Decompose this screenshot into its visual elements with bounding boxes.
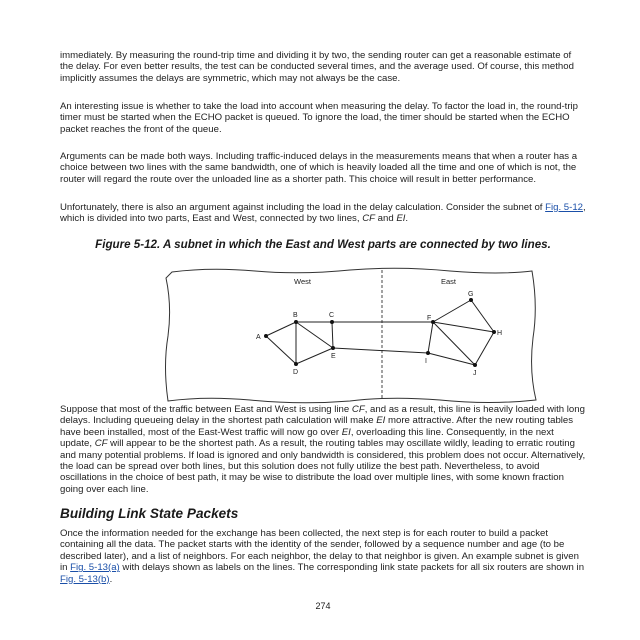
cloud-outline [166,268,537,403]
node-label-f: F [427,315,432,322]
paragraph: Arguments can be made both ways. Including traffic-induced delays in the measurements means that when a router has a choice between two lines with the same bandwidth, one of which is heavily loaded all the time and one of which is not, the router will regard the route over the unloaded line as a shorter path. This choice will result in better performance. [60,151,578,185]
edge-b-e [296,322,333,348]
paragraph: An interesting issue is whether to take the load into account when measuring the delay. To factor the load in, the round-trip timer must be started when the ECHO packet is queued. To ignore the load, the timer should be started when the ECHO packet reaches the front of the queue. [60,101,579,135]
region-label-east: East [441,277,457,286]
node-g [469,298,473,302]
node-f [431,320,435,324]
edge-f-h [433,322,494,332]
text-run: . [405,213,409,225]
text-run: with delays shown as labels on the lines. The corresponding link state packets for all six routers are shown in [119,562,585,574]
line-cf-term: CF [94,438,108,450]
text-run: Suppose that most of the traffic between East and West is using line [60,404,352,415]
paragraph [60,528,586,585]
node-label-c: C [329,312,335,319]
node-label-h: H [497,330,503,337]
node-label-d: D [293,369,299,376]
edge-j-h [475,332,494,365]
edge-i-j [428,353,475,365]
region-label-west: West [294,277,311,286]
paragraph [60,202,586,225]
node-e [331,346,335,350]
node-j [473,363,477,367]
node-label-e: E [331,353,336,360]
subnet-diagram [160,266,540,406]
section-heading: Building Link State Packets [60,506,239,521]
fig-5-12-link[interactable]: Fig. 5-12 [545,202,584,213]
text-run: Once the information needed for the exchange has been collected, the next step is for each router to build a packet containing all the data. The packet starts with the identity of the sender, followed by a sequence number and age (to be described later), and a list of neighbors. For each neighbor, the delay to that neighbor is given. An example subnet is given in [60,528,579,574]
edge-e-i [333,348,428,353]
node-label-b: B [293,312,298,319]
node-h [492,330,496,334]
edge-g-h [471,300,494,332]
node-label-j: J [473,370,477,377]
text-run: and [374,213,397,225]
text-run: Unfortunately, there is also an argument against including the load in the delay calculation. Consider the subnet of [60,202,546,213]
figure-caption: Figure 5-12. A subnet in which the East and West parts are connected by two lines. [95,238,551,251]
node-d [294,362,298,366]
edge-a-d [266,336,296,364]
edge-f-j [433,322,475,365]
edge-c-e [332,322,333,348]
text-run: , overloading this line. Consequently, in the next update, [60,426,554,450]
line-ei-term: EI [376,415,386,427]
node-i [426,351,430,355]
edge-f-i [428,322,433,353]
paragraph [60,404,586,495]
edge-a-b [266,322,296,336]
paragraph: immediately. By measuring the round-trip time and dividing it by two, the sending router can get a reasonable estimate of the delay. For even better results, the test can be conducted several times, and the average used. Of course, this method implicitly assumes the delays are symmetric, which may not always be the case. [60,50,574,84]
edges [266,300,494,365]
text-run: will appear to be the shortest path. As a result, the routing tables may oscillate wildly, leading to erratic routing and many potential problems. If load is ignored and only bandwidth is considered, this problem does not occur. Alternatively, the load can be spread over both lines, but this solution does not fully utilize the best path. Nevertheless, to avoid oscillations in the choice of best path, it may be wise to distribute the load over multiple lines, with some known fraction going over each line. [60,438,586,495]
fig-5-13a-link[interactable]: Fig. 5-13(a) [70,562,120,574]
text-run: . [109,573,113,585]
node-c [330,320,334,324]
text-run: more attractive. After the new routing tables have been installed, most of the East-West traffic will now go over [60,415,574,438]
nodes [264,298,496,367]
fig-5-13b-link[interactable]: Fig. 5-13(b) [60,573,110,585]
edge-d-e [296,348,333,364]
edge-f-g [433,300,471,322]
node-b [294,320,298,324]
text-run: , and as a result, this line is heavily loaded with long delays. Including queueing delay in the shortest path calculation will make [60,404,585,427]
node-label-i: I [425,358,427,365]
node-a [264,334,268,338]
node-label-a: A [256,334,261,341]
line-ei-term: EI [396,213,406,225]
line-ei-term: EI [341,426,351,438]
page-number: 274 [315,601,331,611]
line-cf-term: CF [362,213,375,225]
line-cf-term: CF [351,404,365,415]
node-label-g: G [468,291,474,298]
text-run: , which is divided into two parts, East and West, connected by two lines, [60,202,586,225]
